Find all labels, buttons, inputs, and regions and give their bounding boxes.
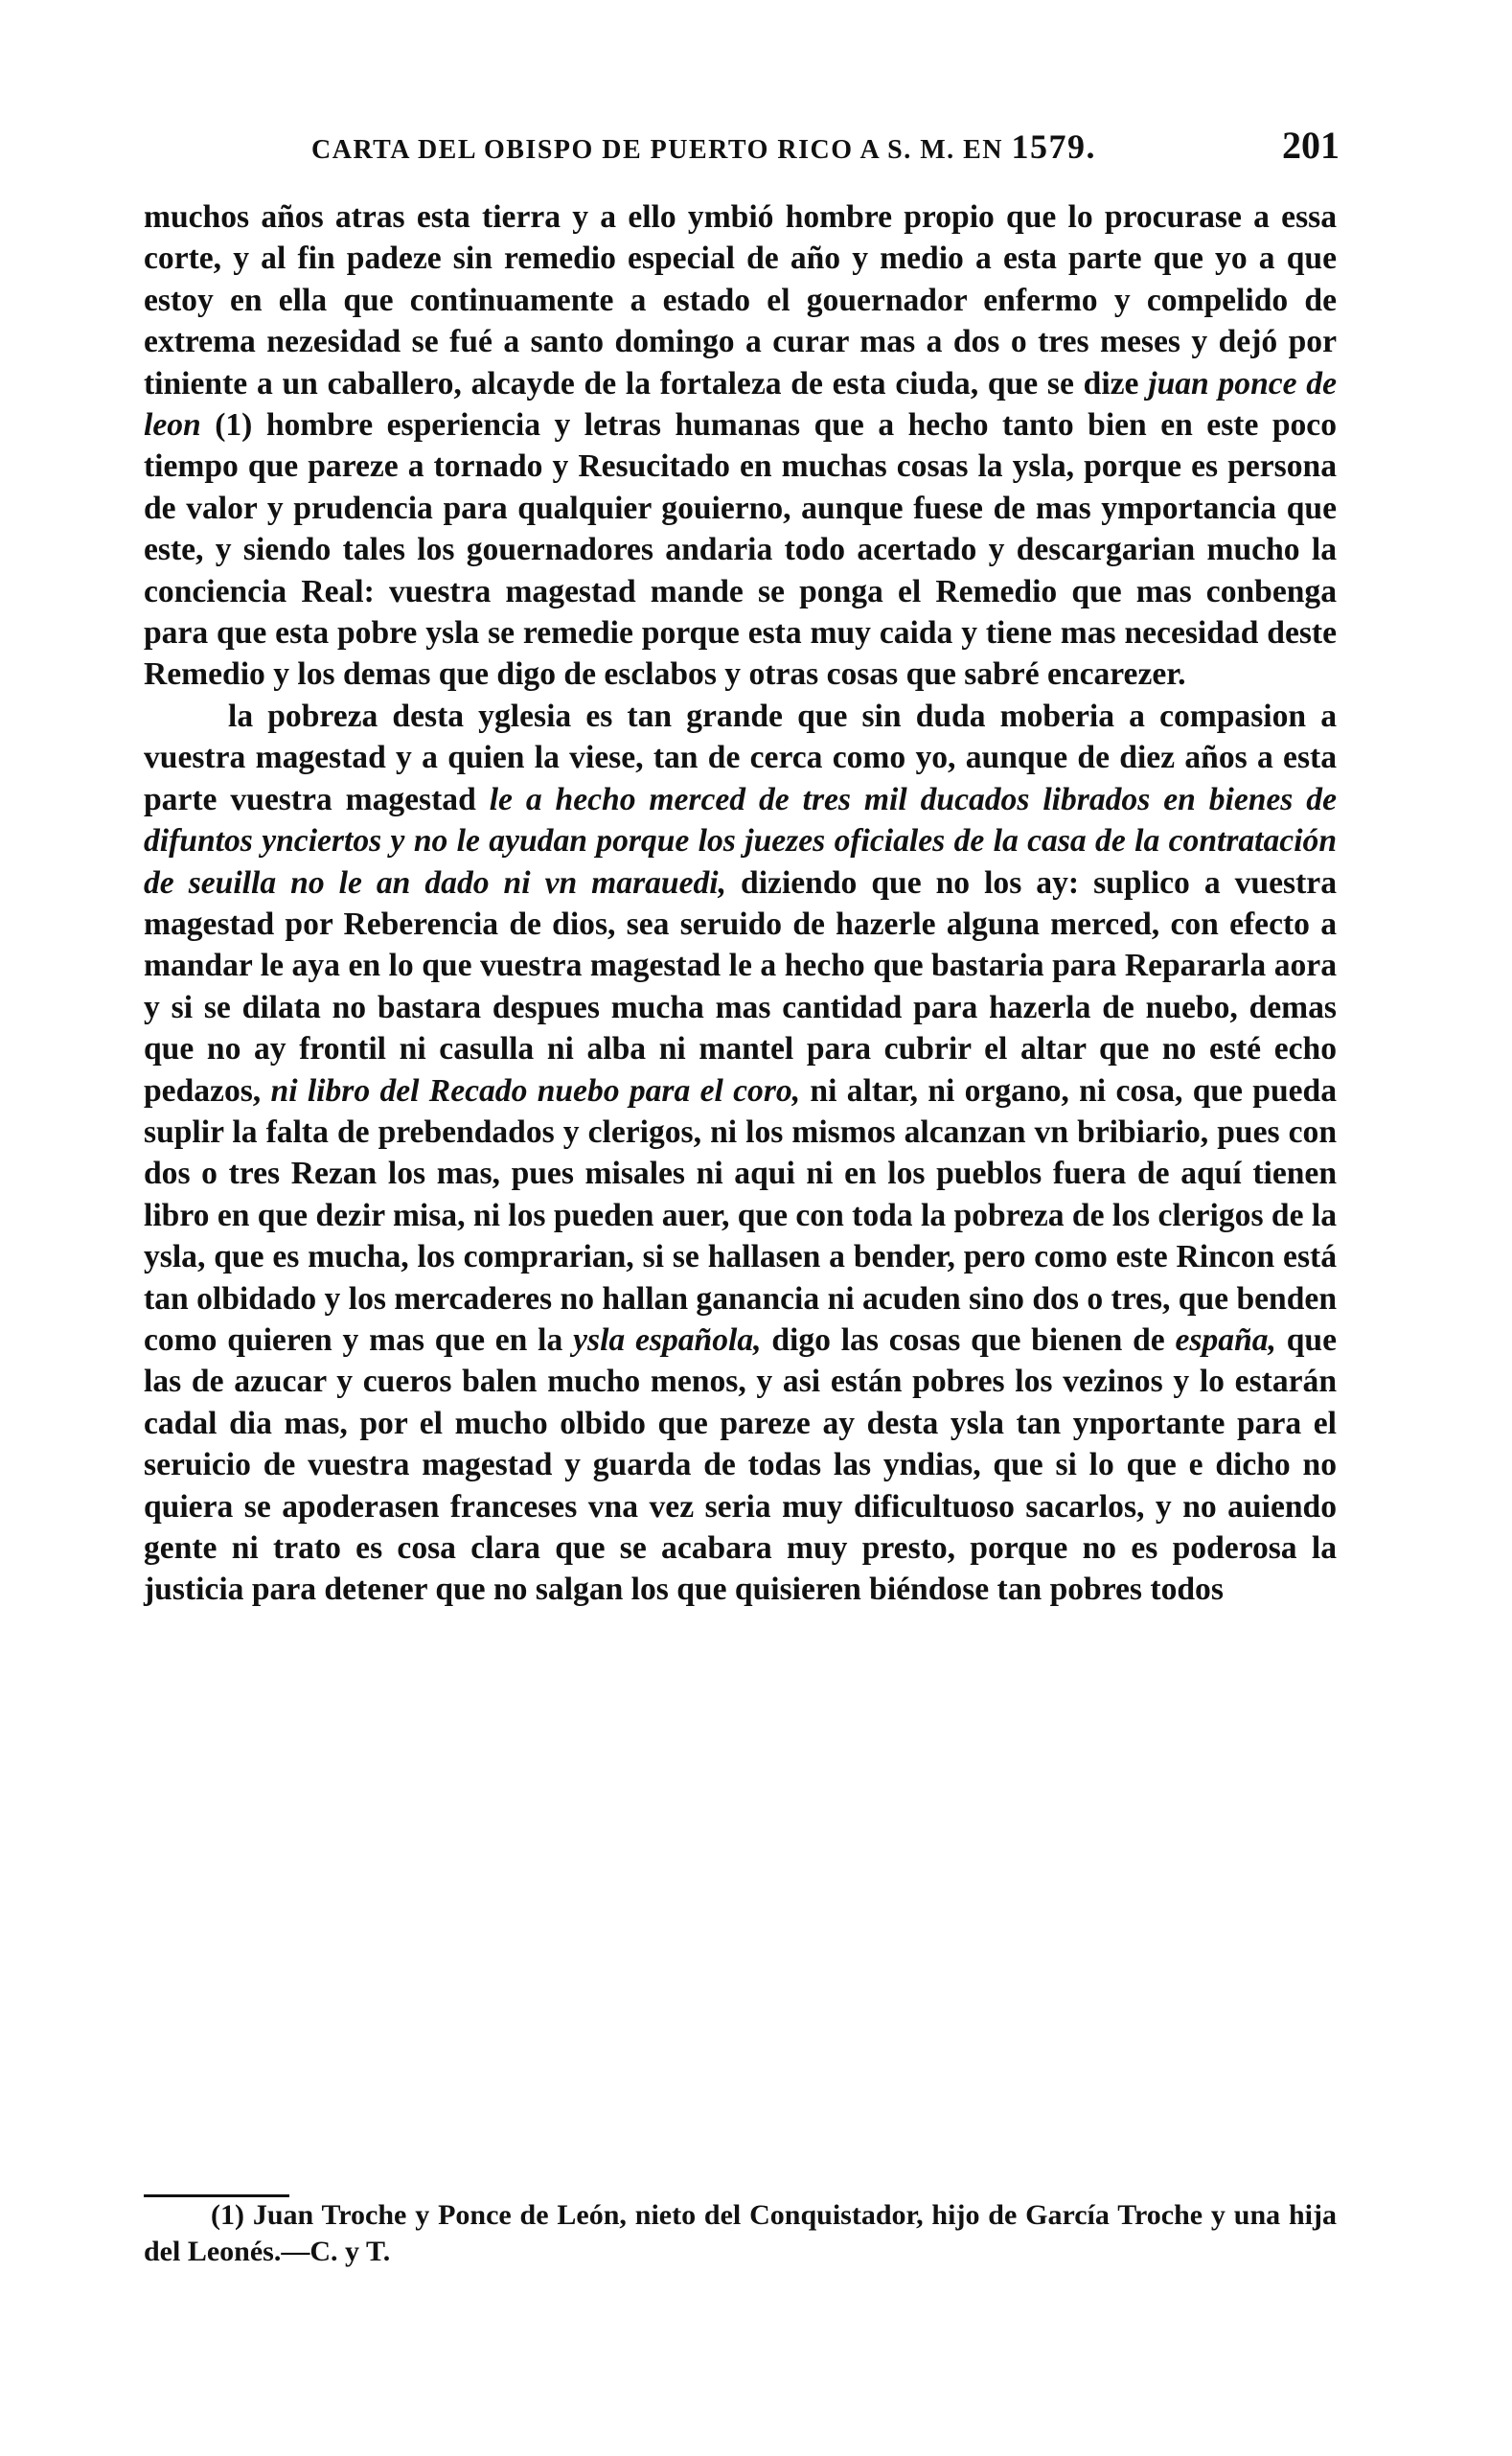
paragraph-2-text-d: digo las cosas que bienen de	[771, 1321, 1165, 1358]
running-head-year: 1579.	[1011, 127, 1097, 166]
paragraph-2-text-a: la pobreza desta yglesia es tan grande que sin duda moberia a compasion a vuestra magestad y a quien la viese, tan de cerca como yo, aunque de diez años a esta parte vuestra magestad	[144, 698, 1337, 817]
paragraph-2-italic-b: ni libro del Recado nuebo para el coro,	[270, 1072, 801, 1109]
body-text	[144, 196, 1337, 1611]
page-header	[144, 123, 1340, 169]
paragraph-1-text-a: muchos años atras esta tierra y a ello ymbió hombre propio que lo procurase a essa corte, y al fin padeze sin remedio especial de año y medio a esta parte que yo a que estoy en ella que continuamente a estado el gouernador enfermo y compelido de extrema nezesidad se fué a santo domingo a curar mas a dos o tres meses y dejó por tiniente a un caballero, alcayde de la fortaleza de esta ciuda, que se dize	[144, 199, 1337, 402]
paragraph-2-italic-c: ysla española,	[573, 1321, 762, 1358]
paragraph-2-text-e: que las de azucar y cueros balen mucho menos, y asi están pobres los vezinos y lo estarán cadal dia mas, por el mucho olbido que pareze ay desta ysla tan ynportante para el seruicio de vuestra magestad y guarda de todas las yndias, que si lo que e dicho no quiera se apoderasen franceses vna vez seria muy dificultuoso sacarlos, y no auiendo gente ni trato es cosa clara que se acabara muy presto, porque no es poderosa la justicia para detener que no salgan los que quisieren biéndose tan pobres todos	[144, 1321, 1338, 1608]
paragraph-2	[144, 696, 1337, 1611]
paragraph-1	[144, 196, 1337, 696]
running-head	[311, 126, 1096, 167]
paragraph-1-italic-name: juan ponce de leon	[144, 365, 1338, 444]
paragraph-2-italic-d: españa,	[1175, 1321, 1276, 1358]
running-head-title: CARTA DEL OBISPO DE PUERTO RICO A S. M. EN	[311, 135, 1004, 165]
paragraph-2-text-c: ni altar, ni organo, ni cosa, que pueda suplir la falta de prebendados y clerigos, ni los mismos alcanzan vn bribiario, pues con dos o tres Rezan los mas, pues misales ni aqui ni en los pueblos fuera de aquí tienen libro en que dezir misa, ni los pueden auer, que con toda la pobreza de los clerigos de la ysla, que es mucha, los comprarian, si se hallasen a bender, pero como este Rincon está tan olbidado y los mercaderes no hallan ganancia ni acuden sino dos o tres, que benden como quieren y mas que en la	[144, 1072, 1337, 1358]
paragraph-2-text-b: diziendo que no los ay: suplico a vuestra magestad por Reberencia de dios, sea seruido de hazerle alguna merced, con efecto a mandar le aya en lo que vuestra magestad le a hecho que bastaria para Repararla aora y si se dilata no bastara despues mucha mas cantidad para hazerla de nuebo, demas que no ay frontil ni casulla ni alba ni mantel para cubrir el altar que no esté echo pedazos,	[144, 864, 1337, 1109]
paragraph-2-italic-a: le a hecho merced de tres mil ducados librados en bienes de difuntos ynciertos y no le ayudan porque los juezes oficiales de la casa de la contratación de seuilla no le an dado ni vn marauedi,	[144, 781, 1337, 901]
page-number: 201	[1282, 124, 1340, 167]
footnote: (1) Juan Troche y Ponce de León, nieto del Conquistador, hijo de García Troche y una hija del Leonés.—C. y T.	[144, 2199, 1337, 2267]
paragraph-1-text-b: (1) hombre esperiencia y letras humanas que a hecho tanto bien en este poco tiempo que pareze a tornado y Resucitado en muchas cosas la ysla, porque es persona de valor y prudencia para qualquier gouierno, aunque fuese de mas ymportancia que este, y siendo tales los gouernadores andaria todo acertado y descargarian mucho la conciencia Real: vuestra magestad mande se ponga el Remedio que mas conbenga para que esta pobre ysla se remedie porque esta muy caida y tiene mas necesidad deste Remedio y los demas que digo de esclabos y otras cosas que sabré encarezer.	[144, 407, 1337, 693]
